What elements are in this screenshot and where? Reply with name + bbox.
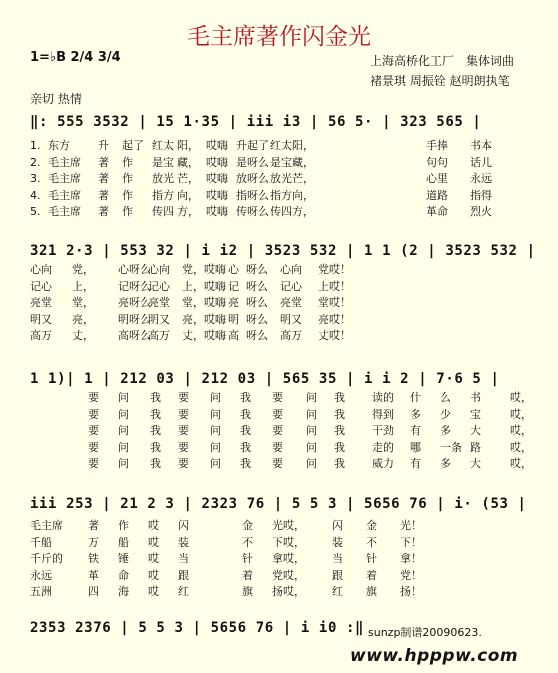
- lyric-word: 哎嗨: [206, 139, 228, 152]
- notation-line-4: iii 253 | 21 2 3 | 2323 76 | 5 5 3 | 5656 76 | i· (53 |: [30, 496, 527, 512]
- lyric-word: 针: [366, 552, 377, 565]
- lyric-word: 威力: [372, 457, 394, 470]
- lyric-word: 哎嗨: [206, 172, 228, 185]
- lyric-word: 堂，: [72, 296, 94, 309]
- lyric-word: 革命: [426, 205, 448, 218]
- lyric-word: 干劲: [372, 424, 394, 437]
- lyric-word: 红: [178, 585, 189, 598]
- lyric-word: 指方: [270, 188, 292, 202]
- lyric-word: 向，: [292, 188, 314, 202]
- lyric-word: 著: [98, 172, 109, 185]
- lyric-word: 大: [470, 457, 481, 470]
- lyric-word: 东方: [48, 139, 70, 152]
- lyric-word: 要: [272, 391, 283, 404]
- lyric-word: 光哎，: [272, 519, 305, 532]
- lyric-word: 我: [334, 424, 345, 437]
- lyrics-block-4: [30, 518, 550, 602]
- lyric-word: 不: [366, 535, 377, 549]
- lyric-word: 呀么: [246, 296, 268, 309]
- lyric-word: 著: [98, 188, 109, 202]
- lyric-word: 我: [334, 440, 345, 454]
- lyric-word: 升: [98, 139, 109, 152]
- lyric-word: 问: [306, 391, 317, 404]
- lyric-word: 命: [118, 568, 129, 582]
- lyric-word: 有: [410, 424, 421, 437]
- lyric-word: 方，: [292, 205, 314, 218]
- lyric-word: 我: [150, 391, 161, 404]
- lyrics-block-1: [30, 138, 550, 222]
- arranger-note: sunzp制谱20090623.: [368, 626, 482, 639]
- lyric-word: 我: [334, 457, 345, 470]
- lyric-word: 我: [150, 424, 161, 437]
- lyric-word: 党哎！: [318, 263, 351, 276]
- tempo-marking: 亲切 热情: [30, 92, 82, 106]
- lyric-word: 心向: [280, 263, 302, 276]
- lyric-line: [30, 440, 550, 456]
- lyrics-block-2: [30, 262, 550, 346]
- lyric-word: 哎嗨: [206, 155, 228, 169]
- lyric-word: 上哎！: [318, 279, 351, 293]
- lyric-word: 要: [178, 440, 189, 454]
- lyric-word: 丈哎！: [318, 329, 351, 342]
- lyric-word: 着: [242, 568, 253, 582]
- lyric-word: 拿哎，: [272, 552, 305, 565]
- lyric-word: 要: [272, 407, 283, 421]
- lyric-word: 亮: [228, 296, 239, 309]
- lyric-word: 我: [150, 440, 161, 454]
- lyric-word: 要: [88, 457, 99, 470]
- lyric-word: 我: [240, 457, 251, 470]
- lyric-word: 要: [272, 424, 283, 437]
- lyric-line: [30, 456, 550, 472]
- lyric-word: 五洲: [30, 585, 52, 598]
- lyric-word: 问: [306, 440, 317, 454]
- lyric-line: [30, 551, 550, 567]
- lyric-word: 装: [178, 535, 189, 549]
- lyric-word: 问: [118, 440, 129, 454]
- lyric-word: 作: [122, 188, 133, 202]
- lyric-word: 不: [242, 535, 253, 549]
- lyric-word: 问: [306, 457, 317, 470]
- lyric-word: 宝: [470, 407, 481, 421]
- lyric-word: 旗: [366, 585, 377, 598]
- song-title: 毛主席著作闪金光: [187, 24, 371, 50]
- lyric-word: 是宝: [152, 155, 174, 169]
- lyric-word: 指得: [470, 188, 492, 202]
- lyric-word: 哎，: [510, 424, 532, 437]
- lyric-word: 亮堂: [280, 296, 302, 309]
- lyric-word: 藏，: [292, 155, 314, 169]
- lyric-word: 呀么: [246, 312, 268, 326]
- lyric-word: 万: [88, 535, 99, 549]
- lyric-word: 跟: [332, 568, 343, 582]
- lyric-word: 问: [210, 424, 221, 437]
- lyric-word: 记心: [148, 279, 170, 293]
- lyric-word: 心向: [148, 263, 170, 276]
- lyric-word: 路: [470, 440, 481, 454]
- lyric-line: [30, 138, 550, 154]
- lyric-word: 扬！: [400, 585, 422, 598]
- lyric-word: 亮呀么: [118, 296, 151, 309]
- lyric-word: 问: [306, 424, 317, 437]
- lyric-word: 高: [228, 329, 239, 342]
- notation-line-2: 321 2·3 | 553 32 | i i2 | 3523 532 | 1 1 (2 | 3523 532 |: [30, 243, 536, 259]
- lyric-word: 要: [178, 407, 189, 421]
- lyric-word: 心向: [30, 263, 52, 276]
- credit-line-2: 褚景琪 周振铨 赵明朗执笔: [370, 74, 510, 88]
- lyric-word: 要: [88, 424, 99, 437]
- lyric-word: 上，哎嗨: [182, 279, 226, 293]
- lyric-word: 党！: [400, 568, 422, 582]
- key-signature: 1=♭B 2/4 3/4: [30, 50, 121, 65]
- lyric-word: 旗: [242, 585, 253, 598]
- lyric-word: 向，: [177, 188, 199, 202]
- lyric-line: [30, 204, 550, 220]
- lyric-word: 哎: [148, 535, 159, 549]
- lyric-word: 放呀么: [236, 172, 269, 185]
- lyric-word: 道路: [426, 188, 448, 202]
- lyric-line: [30, 584, 550, 600]
- lyric-word: 升起了: [236, 139, 269, 152]
- lyric-word: 四: [88, 585, 99, 598]
- lyric-word: 扬哎，: [272, 585, 305, 598]
- lyric-word: 铁: [88, 552, 99, 565]
- lyric-word: 明又: [280, 312, 302, 326]
- lyric-word: 明呀么: [118, 312, 151, 326]
- lyric-word: 亮，: [72, 312, 94, 326]
- lyric-word: 走的: [372, 440, 394, 454]
- lyric-word: 我: [240, 424, 251, 437]
- lyric-word: 呀么: [246, 263, 268, 276]
- lyric-word: 著: [98, 205, 109, 218]
- lyric-word: 放光: [152, 172, 174, 185]
- lyric-word: 芒，: [292, 172, 314, 185]
- lyric-word: 阳，: [292, 139, 314, 152]
- lyric-word: 句句: [426, 155, 448, 169]
- lyric-word: 多: [410, 407, 421, 421]
- lyric-word: 记心: [30, 279, 52, 293]
- lyric-word: 哪: [410, 440, 421, 454]
- lyric-word: 我: [150, 457, 161, 470]
- lyric-line: [30, 171, 550, 187]
- lyric-word: 记呀么: [118, 279, 151, 293]
- lyric-word: 高万: [148, 329, 170, 342]
- lyric-word: 问: [210, 440, 221, 454]
- lyric-line: [30, 262, 550, 278]
- lyric-word: 要: [272, 440, 283, 454]
- lyric-word: 传四: [152, 205, 174, 218]
- lyric-word: 方，: [177, 205, 199, 218]
- lyric-word: 我: [334, 407, 345, 421]
- lyric-word: 书: [470, 391, 481, 404]
- lyric-line: [30, 390, 550, 406]
- lyric-word: 起了: [122, 139, 144, 152]
- lyric-word: 传四: [270, 205, 292, 218]
- lyric-word: 作: [122, 205, 133, 218]
- lyric-word: 读的: [372, 391, 394, 404]
- lyric-word: 明又: [148, 312, 170, 326]
- lyric-word: 哎: [148, 585, 159, 598]
- lyric-word: 亮，哎嗨: [182, 312, 226, 326]
- lyric-word: 著: [98, 155, 109, 169]
- lyric-word: 是宝: [270, 155, 292, 169]
- lyric-word: 我: [240, 391, 251, 404]
- lyric-word: 毛主席: [48, 205, 81, 218]
- lyric-word: 堂，哎嗨: [182, 296, 226, 309]
- lyric-word: 得到: [372, 407, 394, 421]
- lyric-word: 毛主席: [48, 155, 81, 169]
- lyric-word: 著: [88, 519, 99, 532]
- lyric-line: [30, 328, 550, 344]
- lyric-word: 永远: [470, 172, 492, 185]
- lyric-word: 哎，: [510, 391, 532, 404]
- lyric-word: 光！: [400, 519, 422, 532]
- lyric-word: 哎，: [510, 407, 532, 421]
- lyric-word: 问: [118, 457, 129, 470]
- lyric-word: 下！: [400, 535, 422, 549]
- lyric-word: 着: [366, 568, 377, 582]
- lyric-word: 革: [88, 568, 99, 582]
- lyric-word: 金: [366, 519, 377, 532]
- lyric-word: 要: [272, 457, 283, 470]
- lyric-word: 党，哎嗨: [182, 263, 226, 276]
- lyric-word: 哎，: [510, 457, 532, 470]
- lyric-word: 呀么: [246, 329, 268, 342]
- lyric-word: 千斤的: [30, 552, 63, 565]
- lyric-word: 亮堂: [148, 296, 170, 309]
- lyrics-block-3: [30, 390, 550, 474]
- lyric-word: 千船: [30, 535, 52, 549]
- lyric-line: [30, 407, 550, 423]
- lyric-word: 1.: [30, 139, 41, 152]
- lyric-word: 3.: [30, 172, 41, 185]
- lyric-word: 锤: [118, 552, 129, 565]
- lyric-word: 什: [410, 391, 421, 404]
- lyric-word: 有: [410, 457, 421, 470]
- lyric-word: 闪: [178, 519, 189, 532]
- lyric-word: 毛主席: [48, 188, 81, 202]
- lyric-line: [30, 155, 550, 171]
- lyric-word: 装: [332, 535, 343, 549]
- lyric-word: 记: [228, 279, 239, 293]
- lyric-word: 船: [118, 535, 129, 549]
- lyric-word: 作: [122, 172, 133, 185]
- lyric-word: 藏，: [177, 155, 199, 169]
- lyric-word: 永远: [30, 568, 52, 582]
- lyric-word: 阳，: [177, 139, 199, 152]
- lyric-word: 要: [178, 457, 189, 470]
- lyric-word: 金: [242, 519, 253, 532]
- lyric-word: 5.: [30, 205, 41, 218]
- lyric-word: 多: [440, 424, 451, 437]
- lyric-word: 一条: [440, 440, 462, 454]
- lyric-word: 当: [332, 552, 343, 565]
- lyric-word: 我: [240, 440, 251, 454]
- lyric-word: 丈，哎嗨: [182, 329, 226, 342]
- lyric-word: 记心: [280, 279, 302, 293]
- lyric-word: 心呀么: [118, 263, 151, 276]
- lyric-word: 闪: [332, 519, 343, 532]
- lyric-word: 哎: [148, 519, 159, 532]
- lyric-word: 问: [306, 407, 317, 421]
- lyric-line: [30, 279, 550, 295]
- lyric-word: 要: [178, 391, 189, 404]
- lyric-word: 哎: [148, 568, 159, 582]
- lyric-line: [30, 312, 550, 328]
- lyric-word: 作: [118, 519, 129, 532]
- notation-line-1: ‖: 555 3532 | 15 1·35 | iii i3 | 56 5· | 323 565 |: [30, 114, 482, 130]
- lyric-word: 下哎，: [272, 535, 305, 549]
- lyric-word: 丈，: [72, 329, 94, 342]
- lyric-word: 哎，: [510, 440, 532, 454]
- lyric-word: 4.: [30, 188, 41, 202]
- lyric-word: 高万: [30, 329, 52, 342]
- lyric-word: 问: [118, 391, 129, 404]
- lyric-word: 海: [118, 585, 129, 598]
- credit-line-1: 上海高桥化工厂 集体词曲: [370, 54, 515, 68]
- lyric-word: 毛主席: [48, 172, 81, 185]
- lyric-word: 要: [88, 407, 99, 421]
- lyric-word: 哎嗨: [206, 205, 228, 218]
- lyric-word: 呀么: [246, 279, 268, 293]
- lyric-word: 多: [440, 457, 451, 470]
- lyric-word: 亮堂: [30, 296, 52, 309]
- lyric-word: 问: [118, 407, 129, 421]
- lyric-word: 问: [118, 424, 129, 437]
- lyric-word: 我: [240, 407, 251, 421]
- lyric-word: 作: [122, 155, 133, 169]
- lyric-word: 拿！: [400, 552, 422, 565]
- lyric-word: 高万: [280, 329, 302, 342]
- lyric-line: [30, 518, 550, 534]
- lyric-word: 哎: [148, 552, 159, 565]
- lyric-word: 红: [332, 585, 343, 598]
- lyric-word: 堂哎！: [318, 296, 351, 309]
- lyric-line: [30, 568, 550, 584]
- lyric-word: 问: [210, 391, 221, 404]
- lyric-word: 2.: [30, 155, 41, 169]
- lyric-word: 跟: [178, 568, 189, 582]
- lyric-word: 要: [88, 391, 99, 404]
- lyric-word: 要: [178, 424, 189, 437]
- site-watermark: www.hpppw.com: [350, 646, 519, 666]
- lyric-word: 要: [88, 440, 99, 454]
- lyric-word: 毛主席: [30, 519, 63, 532]
- lyric-word: 书本: [470, 139, 492, 152]
- lyric-word: 指方: [152, 188, 174, 202]
- lyric-word: 红太: [270, 139, 292, 152]
- lyric-word: 党，: [72, 263, 94, 276]
- lyric-line: [30, 423, 550, 439]
- lyric-word: 哎嗨: [206, 188, 228, 202]
- lyric-word: 明: [228, 312, 239, 326]
- lyric-word: 当: [178, 552, 189, 565]
- lyric-word: 芒，: [177, 172, 199, 185]
- lyric-word: 我: [150, 407, 161, 421]
- lyric-word: 烈火: [470, 205, 492, 218]
- lyric-word: 针: [242, 552, 253, 565]
- lyric-word: 问: [210, 407, 221, 421]
- lyric-word: 传呀么: [236, 205, 269, 218]
- lyric-word: 是呀么: [236, 155, 269, 169]
- lyric-word: 放光: [270, 172, 292, 185]
- lyric-word: 上，: [72, 279, 94, 293]
- lyric-word: 么: [440, 391, 451, 404]
- lyric-word: 亮哎！: [318, 312, 351, 326]
- lyric-word: 指呀么: [236, 188, 269, 202]
- lyric-word: 问: [210, 457, 221, 470]
- lyric-word: 党哎，: [272, 568, 305, 582]
- lyric-line: [30, 295, 550, 311]
- lyric-word: 我: [334, 391, 345, 404]
- lyric-word: 高呀么: [118, 329, 151, 342]
- lyric-word: 大: [470, 424, 481, 437]
- lyric-word: 手捧: [426, 139, 448, 152]
- lyric-line: [30, 188, 550, 204]
- notation-line-3: 1 1)| 1 | 212 03 | 212 03 | 565 35 | i i 2 | 7·6 5 |: [30, 371, 500, 387]
- lyric-word: 明又: [30, 312, 52, 326]
- lyric-line: [30, 535, 550, 551]
- lyric-word: 少: [440, 407, 451, 421]
- lyric-word: 话儿: [470, 155, 492, 169]
- lyric-word: 红太: [152, 139, 174, 152]
- lyric-word: 心: [228, 263, 239, 276]
- notation-line-5: 2353 2376 | 5 5 3 | 5656 76 | i i0 :‖: [30, 620, 365, 636]
- lyric-word: 心里: [426, 172, 448, 185]
